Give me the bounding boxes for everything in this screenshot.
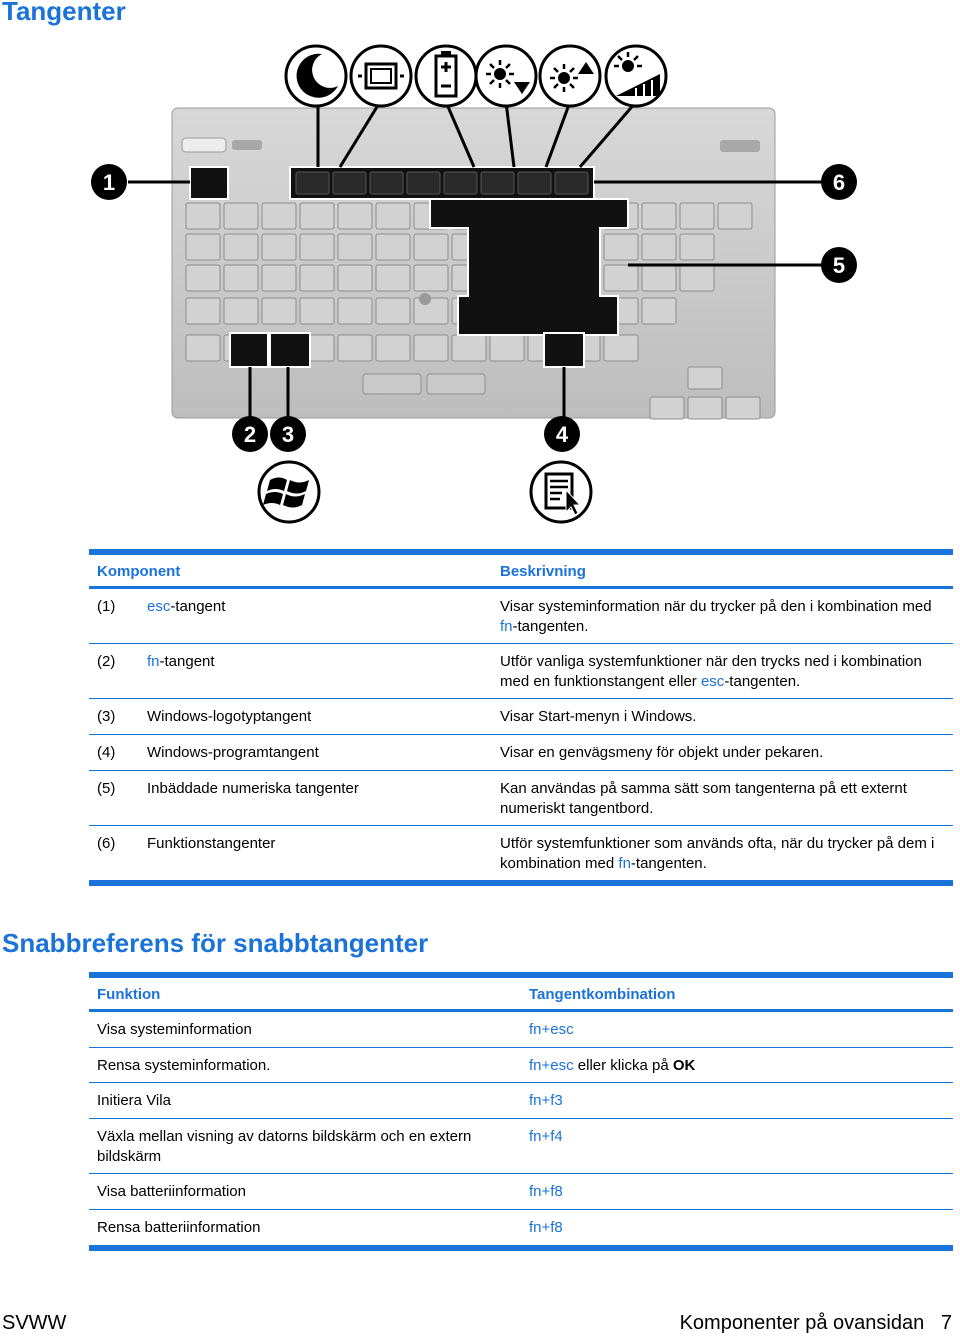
pointing-stick <box>419 293 431 305</box>
keyboard-key <box>186 265 220 291</box>
header-description: Beskrivning <box>500 563 586 580</box>
keyboard-key <box>338 265 372 291</box>
keyboard-key <box>642 298 676 324</box>
row-component: esc-tangent <box>147 598 226 615</box>
fn-key <box>230 333 268 367</box>
row-combo <box>529 1091 953 1118</box>
footer-section-page: Komponenter på ovansidan 7 <box>679 1312 952 1334</box>
keyboard-key <box>338 234 372 260</box>
table-row <box>89 1210 953 1245</box>
svg-text:4: 4 <box>555 422 569 447</box>
text-run: -tangenten. <box>512 618 589 635</box>
table-row <box>89 1012 953 1048</box>
keyboard-key <box>680 203 714 229</box>
page-footer <box>0 1310 960 1336</box>
arrow-key <box>688 367 722 389</box>
callout-1 <box>91 164 127 200</box>
keyboard-key <box>452 335 486 361</box>
row-function: Växla mellan visning av datorns bildskärm och en extern bildskärm <box>97 1128 472 1165</box>
app-key <box>544 333 584 367</box>
row-description <box>500 834 953 880</box>
row-function: Initiera Vila <box>97 1092 171 1109</box>
keyboard-key <box>300 298 334 324</box>
row-combo <box>529 1020 953 1047</box>
svg-text:1: 1 <box>102 170 116 195</box>
table-row <box>89 826 953 880</box>
table-bottom-rule <box>89 1245 953 1251</box>
windows-key <box>270 333 310 367</box>
callout-5 <box>821 247 857 283</box>
row-combo <box>529 1218 953 1245</box>
table-bottom-rule <box>89 880 953 886</box>
svg-text:5: 5 <box>832 253 846 278</box>
row-combo <box>529 1182 953 1209</box>
keyboard-key <box>262 265 296 291</box>
text-run: Kan användas på samma sätt som tangenterna på ett externt numeriskt tangentbord. <box>500 780 907 817</box>
text-run: fn+f3 <box>529 1092 563 1109</box>
text-run: Utför systemfunktioner som används ofta, när du trycker på dem i kombination med <box>500 835 935 872</box>
row-number: (6) <box>97 835 116 852</box>
function-key <box>333 172 366 194</box>
brightness-up-icon <box>540 46 600 106</box>
function-key <box>407 172 440 194</box>
table-header <box>89 555 953 589</box>
table-row <box>89 1119 953 1174</box>
row-description <box>500 743 953 770</box>
arrow-key <box>688 397 722 419</box>
table-row <box>89 735 953 771</box>
function-key <box>444 172 477 194</box>
table-row <box>89 1048 953 1083</box>
windows-logo-icon <box>259 462 319 522</box>
keyboard-key <box>376 234 410 260</box>
section-title-hotkeys: Snabbreferens för snabbtangenter <box>2 928 429 958</box>
keyboard-key <box>414 335 448 361</box>
keyboard-key <box>642 234 676 260</box>
row-component: Funktionstangenter <box>147 835 276 852</box>
hotkeys-rows <box>89 1012 953 1245</box>
esc-key <box>190 167 228 199</box>
callout-2 <box>232 416 268 452</box>
text-run: fn+esc <box>529 1057 574 1074</box>
function-key <box>481 172 514 194</box>
callout-4 <box>544 416 580 452</box>
text-run: fn+f8 <box>529 1219 563 1236</box>
text-run: fn+esc <box>529 1021 574 1038</box>
keyboard-key <box>262 234 296 260</box>
section-title-keys: Tangenter <box>2 0 126 26</box>
row-number: (3) <box>97 708 116 725</box>
row-combo <box>529 1056 953 1082</box>
arrow-key <box>650 397 684 419</box>
keyboard-key <box>338 335 372 361</box>
components-rows <box>89 589 953 880</box>
keyboard-key <box>642 203 676 229</box>
row-function: Rensa batteriinformation <box>97 1219 261 1236</box>
text-run: -tangenten. <box>630 855 707 872</box>
keyboard-key <box>376 203 410 229</box>
application-menu-icon <box>531 462 591 522</box>
keyboard-key <box>490 335 524 361</box>
row-description <box>500 779 953 825</box>
keyboard-key <box>680 234 714 260</box>
row-number: (5) <box>97 780 116 797</box>
text-run: eller klicka på <box>573 1057 673 1074</box>
key-name: fn <box>147 653 160 670</box>
table-row <box>89 589 953 644</box>
hotkeys-table <box>89 972 953 1251</box>
text-run: fn+f8 <box>529 1183 563 1200</box>
function-key <box>296 172 329 194</box>
text-run: Visar systeminformation när du trycker på den i kombination med <box>500 598 932 615</box>
keyboard-key <box>224 298 258 324</box>
table-row <box>89 699 953 735</box>
table-row <box>89 1174 953 1210</box>
keyboard-key <box>718 203 752 229</box>
row-component: Windows-programtangent <box>147 744 319 761</box>
row-function: Rensa systeminformation. <box>97 1057 271 1074</box>
row-description <box>500 652 953 698</box>
callout-3 <box>270 416 306 452</box>
row-description <box>500 707 953 734</box>
keyboard-key <box>224 234 258 260</box>
text-run: OK <box>672 1057 696 1074</box>
row-function: Visa systeminformation <box>97 1021 252 1038</box>
keyboard-key <box>186 298 220 324</box>
touchpad-button-left <box>363 374 421 394</box>
header-function: Funktion <box>97 986 161 1003</box>
header-component: Komponent <box>97 563 181 580</box>
row-component: fn-tangent <box>147 653 215 670</box>
footer-doc-code: SVWW <box>2 1312 67 1334</box>
keyboard-key <box>338 203 372 229</box>
brightness-down-icon <box>476 46 536 106</box>
row-function: Visa batteriinformation <box>97 1183 246 1200</box>
svg-text:6: 6 <box>832 170 846 195</box>
keyboard-key <box>414 298 448 324</box>
arrow-key <box>726 397 760 419</box>
keyboard-key <box>300 234 334 260</box>
text-run: fn <box>618 855 631 872</box>
keyboard-key <box>604 265 638 291</box>
keyboard-key <box>376 265 410 291</box>
text-run: Visar en genvägsmeny för objekt under pekaren. <box>500 744 824 761</box>
text-run: esc <box>700 673 725 690</box>
svg-text:3: 3 <box>281 422 295 447</box>
keyboard-figure <box>0 40 960 530</box>
function-key <box>370 172 403 194</box>
keyboard-key <box>262 298 296 324</box>
keyboard-key <box>376 335 410 361</box>
keyboard-key <box>224 203 258 229</box>
svg-text:2: 2 <box>243 422 257 447</box>
keyboard-key <box>300 203 334 229</box>
table-row <box>89 1083 953 1119</box>
keyboard-key <box>414 234 448 260</box>
keyboard-key <box>224 265 258 291</box>
components-table <box>89 549 953 886</box>
row-description <box>500 597 953 643</box>
function-key <box>518 172 551 194</box>
keyboard-key <box>186 335 220 361</box>
sleep-icon <box>286 46 346 106</box>
text-run: -tangenten. <box>724 673 801 690</box>
keyboard-key <box>680 265 714 291</box>
callout-6 <box>821 164 857 200</box>
keyboard-key <box>186 234 220 260</box>
keyboard-key <box>604 234 638 260</box>
table-row <box>89 644 953 699</box>
keyboard-key <box>604 335 638 361</box>
table-header <box>89 978 953 1012</box>
battery-icon <box>416 46 476 106</box>
row-number: (2) <box>97 653 116 670</box>
row-number: (1) <box>97 598 116 615</box>
row-component: Windows-logotyptangent <box>147 708 312 725</box>
key-name: esc <box>147 598 171 615</box>
keyboard-key <box>186 203 220 229</box>
text-run: fn <box>500 618 513 635</box>
keyboard-key <box>262 203 296 229</box>
header-combo: Tangentkombination <box>529 986 676 1003</box>
text-run: Visar Start-menyn i Windows. <box>500 708 697 725</box>
row-number: (4) <box>97 744 116 761</box>
ambient-light-icon <box>606 46 666 106</box>
text-run: Utför vanliga systemfunktioner när den trycks ned i kombination med en funktionstangent eller <box>500 653 922 690</box>
keyboard-key <box>300 265 334 291</box>
function-key <box>555 172 588 194</box>
keyboard-key <box>642 265 676 291</box>
row-combo <box>529 1127 953 1173</box>
keyboard-key <box>376 298 410 324</box>
touchpad-button-right <box>427 374 485 394</box>
row-component: Inbäddade numeriska tangenter <box>147 780 359 797</box>
table-row <box>89 771 953 826</box>
keyboard-key <box>414 265 448 291</box>
keyboard-key <box>338 298 372 324</box>
display-switch-icon <box>351 46 411 106</box>
text-run: fn+f4 <box>529 1128 563 1145</box>
